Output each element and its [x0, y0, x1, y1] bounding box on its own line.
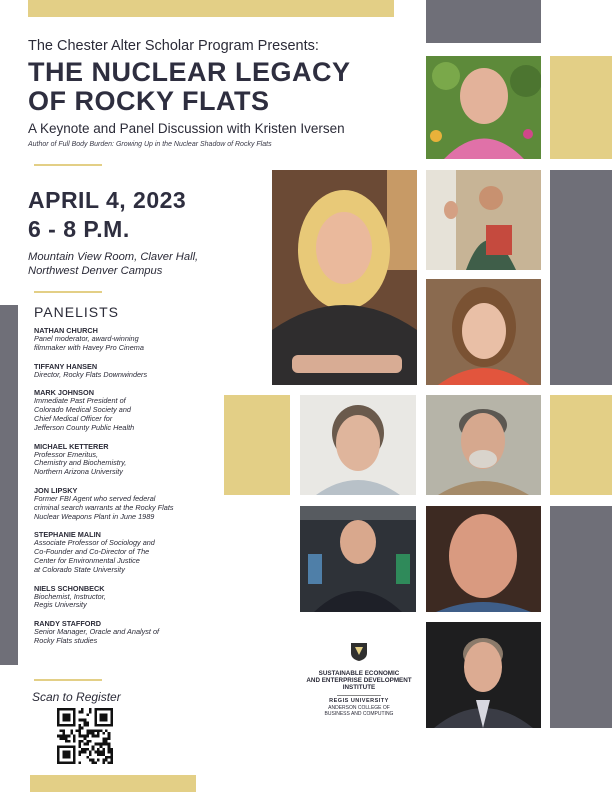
panelist-role-line: Director, Rocky Flats Downwinders	[34, 369, 148, 379]
gray-block-left-edge	[0, 305, 18, 665]
author-prefix: Author of	[28, 141, 59, 148]
panelist-name: NATHAN CHURCH	[34, 326, 98, 335]
college-name	[298, 705, 420, 717]
event-datetime	[28, 186, 186, 244]
panelist-item	[34, 584, 224, 611]
gold-block-right-3	[550, 395, 612, 495]
book-title: Full Body Burden: Growing Up in the Nuclear Shadow of Rocky Flats	[58, 141, 272, 148]
venue-line-1: Mountain View Room, Claver Hall,	[28, 251, 199, 263]
panelist-item	[34, 486, 224, 521]
scan-to-register-label: Scan to Register	[32, 690, 121, 704]
event-title	[28, 58, 351, 116]
gold-block-mid	[224, 395, 290, 495]
gray-block-right-4	[550, 506, 612, 728]
sponsor-block	[298, 642, 420, 717]
university-name: REGIS UNIVERSITY	[329, 697, 389, 704]
event-venue	[28, 250, 198, 278]
panelists-heading: PANELISTS	[34, 304, 119, 320]
panelist-role-line: Center for Environmental Justice	[34, 555, 140, 565]
panelist-role-line: Rocky Flats studies	[34, 635, 98, 645]
event-date: APRIL 4, 2023	[28, 187, 187, 213]
panelist-name: JON LIPSKY	[34, 485, 78, 495]
panelist-role-line: Biochemist, Instructor,	[34, 591, 106, 601]
panelist-item	[34, 326, 224, 353]
gray-block-right-2	[550, 170, 612, 385]
event-time: 6 - 8 P.M.	[28, 216, 130, 242]
panelist-role-line: Jefferson County Public Health	[34, 422, 135, 432]
panelist-item	[34, 388, 224, 432]
panelist-role-line: Immediate Past President of	[34, 396, 126, 406]
photo-bald-man-garden	[426, 56, 541, 159]
college-line-1: ANDERSON COLLEGE OF	[328, 704, 390, 711]
panelist-role-line: Regis University	[34, 600, 87, 610]
divider-3	[34, 679, 102, 681]
photo-man-glasses-beard	[426, 395, 541, 495]
gold-bar-bottom	[30, 775, 196, 792]
event-title-line-2: OF ROCKY FLATS	[28, 86, 270, 116]
panelist-role-line: Chemistry and Biochemistry,	[34, 458, 127, 468]
photo-man-curly-hair	[300, 395, 416, 495]
sponsor-divider	[337, 695, 381, 696]
panelist-role-line: filmmaker with Havey Pro Cinema	[34, 342, 144, 352]
panelist-role-line: Colorado Medical Society and	[34, 405, 131, 415]
panelist-role-line: Co-Founder and Co-Director of The	[34, 547, 150, 557]
event-title-line-1: THE NUCLEAR LEGACY	[28, 57, 351, 87]
sponsor-name-line-3: INSTITUTE	[342, 684, 376, 692]
author-credit	[28, 141, 272, 148]
panelist-item	[34, 530, 224, 574]
panelist-role-line: Associate Professor of Sociology and	[34, 538, 155, 548]
sponsor-name	[298, 670, 420, 692]
gold-bar-top	[28, 0, 394, 17]
photo-kristen-iversen	[272, 170, 417, 385]
photo-man-gesturing	[426, 170, 541, 270]
panelist-item	[34, 442, 224, 477]
panelist-name: STEPHANIE MALIN	[34, 530, 101, 540]
panelist-name: NIELS SCHONBECK	[34, 583, 105, 593]
regis-shield-icon	[348, 642, 370, 662]
panelist-role-line: Panel moderator, award-winning	[34, 334, 139, 343]
divider-1	[34, 164, 102, 166]
sponsor-name-line-1: SUSTAINABLE ECONOMIC	[318, 670, 400, 677]
panelist-role-line: Northern Arizona University	[34, 467, 123, 477]
venue-line-2: Northwest Denver Campus	[28, 265, 163, 277]
panelist-item	[34, 362, 224, 380]
divider-2	[34, 291, 102, 293]
event-subtitle: A Keynote and Panel Discussion with Kristen Iversen	[28, 121, 345, 136]
panelist-role-line: Professor Emeritus,	[34, 449, 99, 459]
photo-young-man-glasses	[300, 506, 416, 612]
panelist-role-line: Nuclear Weapons Plant in June 1989	[34, 511, 155, 521]
panelist-name: TIFFANY HANSEN	[34, 361, 98, 371]
photo-man-laughing	[426, 506, 541, 612]
panelist-name: RANDY STAFFORD	[34, 619, 102, 629]
panelist-role-line: at Colorado State University	[34, 564, 125, 574]
qr-code-icon[interactable]	[57, 708, 113, 764]
panelist-list	[34, 326, 224, 655]
panelist-item	[34, 619, 224, 646]
gray-block-top-right	[426, 0, 541, 43]
photo-woman-smiling	[426, 279, 541, 385]
college-line-2: BUSINESS AND COMPUTING	[324, 710, 394, 717]
panelist-role-line: criminal search warrants at the Rocky Flats	[34, 502, 174, 512]
gold-block-right-1	[550, 56, 612, 159]
panelist-name: MICHAEL KETTERER	[34, 441, 109, 451]
presenter-line: The Chester Alter Scholar Program Presents:	[28, 38, 319, 54]
panelist-role-line: Chief Medical Officer for	[34, 413, 113, 423]
panelist-name: MARK JOHNSON	[34, 388, 94, 398]
panelist-role-line: Former FBI Agent who served federal	[34, 493, 156, 503]
panelist-role-line: Senior Manager, Oracle and Analyst of	[34, 627, 160, 637]
sponsor-name-line-2: AND ENTERPRISE DEVELOPMENT	[306, 677, 412, 685]
photo-man-suit	[426, 622, 541, 728]
